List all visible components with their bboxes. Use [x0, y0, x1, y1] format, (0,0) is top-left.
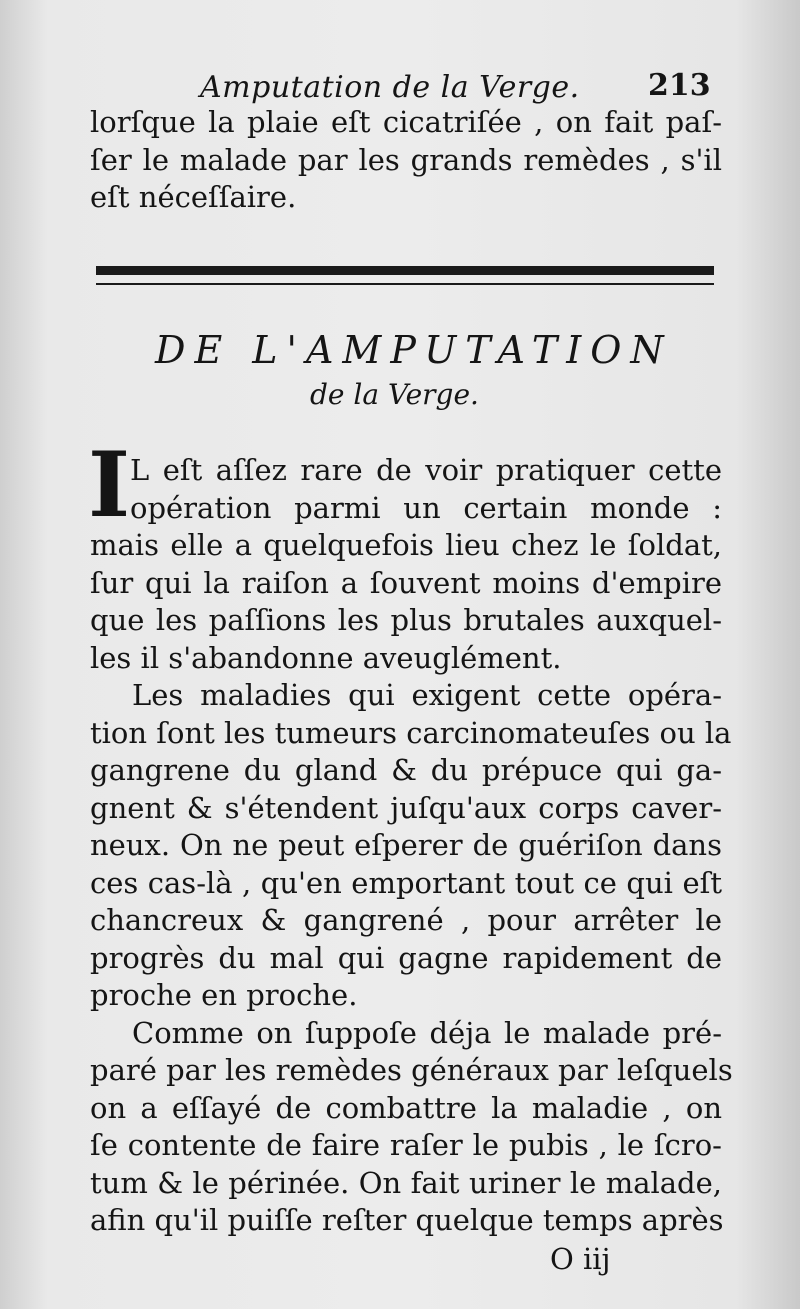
text-line: ſur qui la raiſon a ſouvent moins d'empire: [90, 565, 722, 600]
section-rule-thick: [96, 266, 714, 275]
text-line: on a eſſayé de combattre la maladie , on: [90, 1090, 722, 1125]
drop-cap: I: [88, 432, 131, 538]
text-line: opération parmi un certain monde :: [130, 490, 722, 525]
text-line: ces cas-là , qu'en emportant tout ce qui eſt: [90, 865, 722, 900]
section-subtitle: de la Verge.: [310, 378, 479, 411]
text-line: chancreux & gangrené , pour arrêter le: [90, 903, 722, 937]
text-line: eſt néceſſaire.: [90, 180, 297, 214]
paragraph-1: [90, 452, 733, 1240]
text-line: afin qu'il puiſſe reſter quelque temps après: [90, 1203, 724, 1237]
text-line: gnent & s'étendent juſqu'aux corps caver-: [90, 790, 722, 825]
text-line: Comme on ſuppoſe déja le malade pré-: [132, 1015, 722, 1050]
text-line: mais elle a quelquefois lieu chez le ſoldat,: [90, 528, 722, 562]
section-title: DE L'AMPUTATION: [155, 328, 673, 372]
text-line: paré par les remèdes généraux par leſquels: [90, 1053, 733, 1087]
text-line: tion ſont les tumeurs carcinomateuſes ou la: [90, 715, 732, 750]
text-line: les il s'abandonne aveuglément.: [90, 640, 562, 675]
section-rule-thin: [96, 283, 714, 285]
text-line: L eſt aſſez rare de voir pratiquer cette: [130, 453, 722, 487]
text-line: lorſque la plaie eſt cicatriſée , on fait paſ-: [90, 105, 722, 139]
running-title: Amputation de la Verge.: [200, 70, 580, 105]
text-line: proche en proche.: [90, 978, 358, 1012]
text-line: Les maladies qui exigent cette opéra-: [132, 678, 722, 712]
page-number: 213: [648, 68, 711, 103]
signature-mark: O iij: [550, 1242, 611, 1276]
text-line: ſer le malade par les grands remèdes , s'il: [90, 142, 722, 177]
text-line: gangrene du gland & du prépuce qui ga-: [90, 753, 722, 787]
text-line: progrès du mal qui gagne rapidement de: [90, 940, 722, 975]
text-line: ſe contente de faire raſer le pubis , le ſcro-: [90, 1128, 722, 1162]
text-line: tum & le périnée. On fait uriner le malade,: [90, 1165, 722, 1200]
text-line: que les paſſions les plus brutales auxquel-: [90, 603, 722, 637]
top-paragraph: [90, 104, 722, 217]
text-line: neux. On ne peut eſperer de guériſon dans: [90, 828, 722, 862]
